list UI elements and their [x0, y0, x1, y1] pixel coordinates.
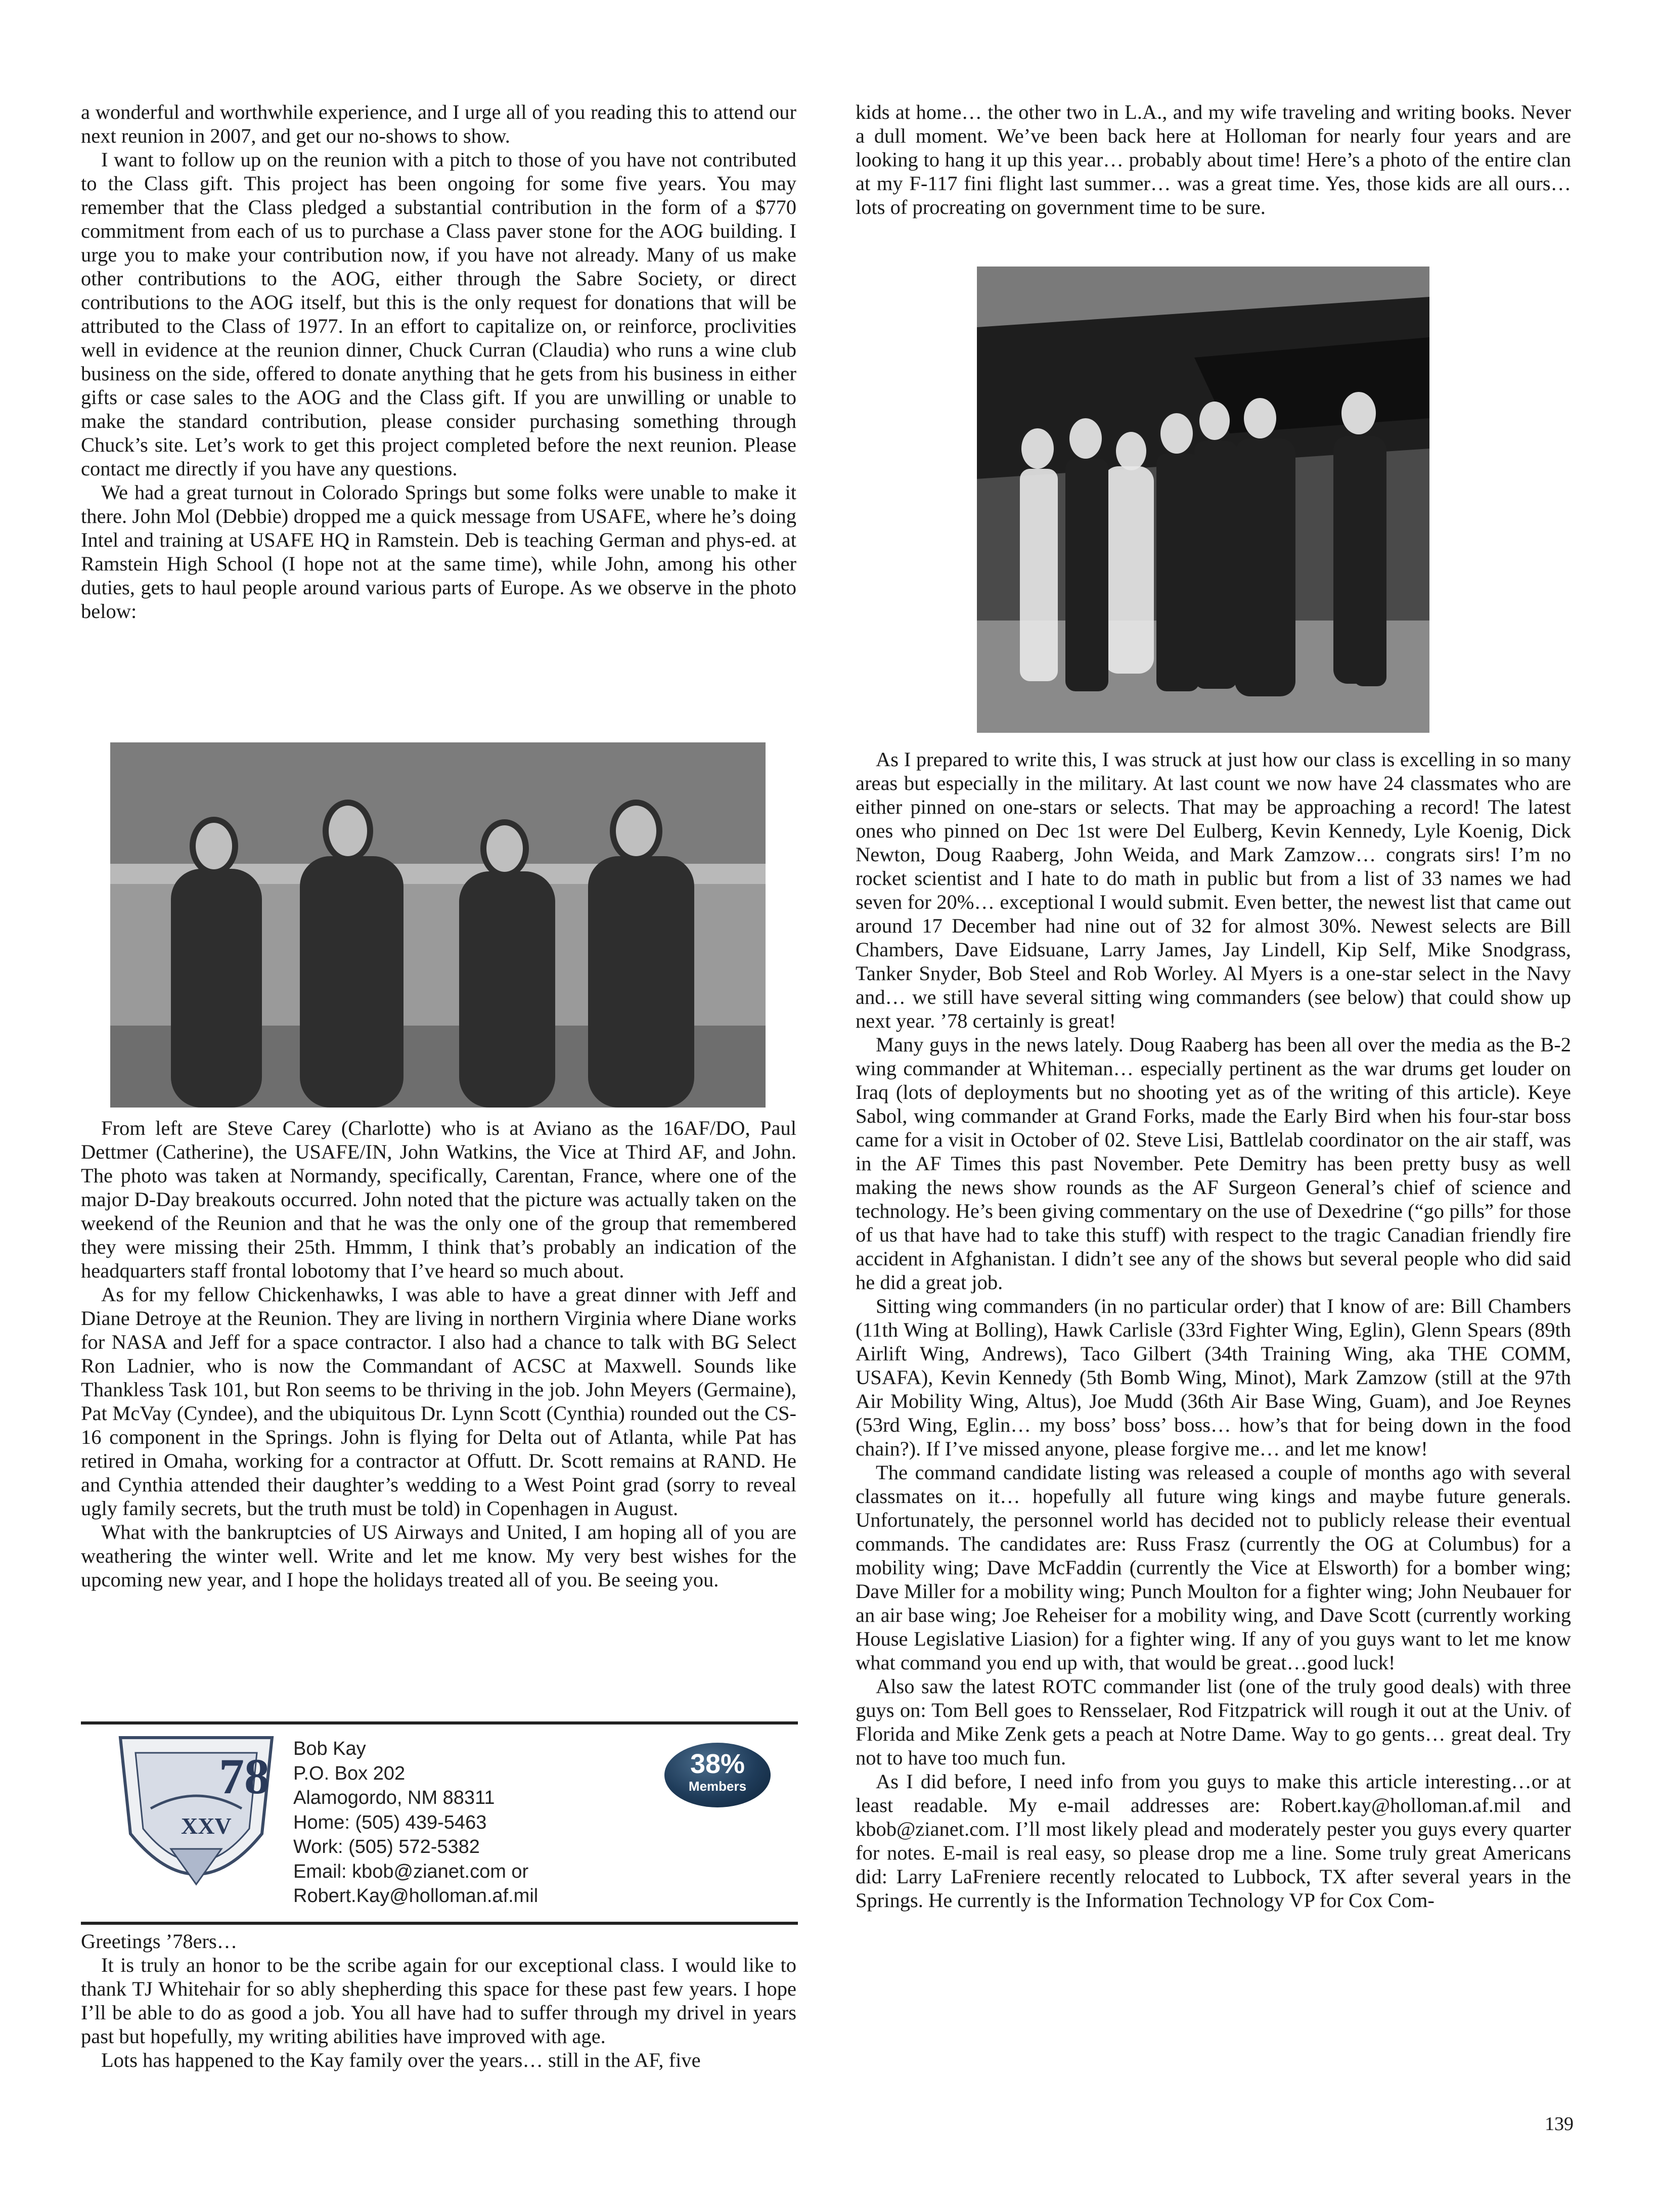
- paragraph: It is truly an honor to be the scribe again for our exceptional class. I would like to thank TJ Whitehair for so ably shepherding this space for these past few years. I hope I’ll be able to do as good a job. You all have had to suffer through my drivel in years past but hopefully, my writing abilities have improved with age.: [81, 1954, 796, 2048]
- paragraph: Greetings ’78ers…: [81, 1930, 238, 1953]
- contact-email1: Email: kbob@zianet.com or: [293, 1861, 529, 1882]
- members-percent: 38%: [690, 1749, 745, 1779]
- paragraph: The command candidate listing was released a couple of months ago with several classmates on it… hopefully all future wing kings and maybe future generals. Unfortunately, the personnel world has decided not to publicly release their eventual commands. The candidates are: Russ Frasz (currently the OG at Columbus) for a mobility wing; Dave McFaddin (currently the Vice at Elsworth) for a bomber wing; Dave Miller for a mobility wing; Punch Moulton for a fighter wing; John Neubauer for an air base wing; Joe Reheiser for a mobility wing, and Dave Scott (currently working House Legislative Liasion) for a fighter wing. If any of you guys want to let me know what command you end up with, that would be great…good luck!: [856, 1461, 1571, 1674]
- contact-address2: Alamogordo, NM 88311: [293, 1787, 495, 1808]
- paragraph: I want to follow up on the reunion with a pitch to those of you have not contributed to the Class gift. This project has been ongoing for some five years. You may remember that the Class pledged a substantial contribution in the form of a $770 commitment from each of us to purchase a Class paver stone for the AOG building. I urge you to make your contribution now, if you have not already. Many of us make other contributions to the AOG, either through the Sabre Society, or direct contributions to the AOG itself, but this is the only request for donations that will be attributed to the Class of 1977. In an effort to capitalize on, or reinforce, proclivities well in evidence at the reunion dinner, Chuck Curran (Claudia) who runs a wine club business on the side, offered to donate anything that he gets from his business in either gifts or case sales to the AOG and the Class gift. If you are unwilling or unable to make the standard contribution, please consider purchasing something through Chuck’s site. Let’s work to get this project completed before the next reunion. Please contact me directly if you have any questions.: [81, 148, 796, 480]
- contact-email2: Robert.Kay@holloman.af.mil: [293, 1885, 539, 1907]
- divider-top: [81, 1721, 798, 1724]
- photo-four-men-normandy: [110, 742, 766, 1108]
- left-column-mid: [81, 1116, 796, 1591]
- paragraph: kids at home… the other two in L.A., and my wife traveling and writing books. Never a dull moment. We’ve been back here at Holloman for nearly four years and are looking to hang it up this year… probably about time! Here’s a photo of the entire clan at my F-117 fini flight last summer… was a great time. Yes, those kids are all ours… lots of procreating on government time to be sure.: [856, 101, 1571, 218]
- left-column-top: [81, 100, 796, 623]
- contact-home: Home: (505) 439-5463: [293, 1811, 487, 1833]
- paragraph: a wonderful and worthwhile experience, and I urge all of you reading this to attend our next reunion in 2007, and get our no-shows to show.: [81, 101, 796, 147]
- paragraph: From left are Steve Carey (Charlotte) who is at Aviano as the 16AF/DO, Paul Dettmer (Catherine), the USAFE/IN, John Watkins, the Vice at Third AF, and John. The photo was taken at Normandy, specifically, Carentan, France, where one of the major D-Day breakouts occurred. John noted that the picture was actually taken on the weekend of the Reunion and that he was the only one of the group that remembered they were missing their 25th. Hmmm, I think that’s probably an indication of the headquarters staff frontal lobotomy that I’ve heard so much about.: [81, 1117, 796, 1282]
- divider-bottom: [81, 1922, 798, 1925]
- right-column-bottom: [856, 747, 1571, 1912]
- paragraph: We had a great turnout in Colorado Springs but some folks were unable to make it there. John Mol (Debbie) dropped me a quick message from USAFE, where he’s doing Intel and training at USAFE HQ in Ramstein. Deb is teaching German and phys-ed. at Ramstein High School (I hope not at the same time), while John, among his other duties, gets to haul people around various parts of Europe. As we observe in the photo below:: [81, 481, 796, 623]
- paragraph: As I prepared to write this, I was struck at just how our class is excelling in so many areas but especially in the military. At last count we now have 24 classmates who are either pinned on one-stars or selects. That may be approaching a record! The latest ones who pinned on Dec 1st were Del Eulberg, Kevin Kennedy, Lyle Koenig, Dick Newton, Doug Raaberg, John Weida, and Mark Zamzow… congrats sirs! I’m no rocket scientist and I hate to do math in public but from a list of 33 names we had seven for 20%… exceptional I would submit. Even better, the newest list that came out around 17 December had nine out of 32 for almost 30%. Newest selects are Bill Chambers, Dave Eidsuane, Larry James, Jay Lindell, Kip Self, Mike Snodgrass, Tanker Snyder, Bob Steel and Rob Worley. Al Myers is a one-star select in the Navy and… we still have several sitting wing commanders (see below) that could show up next year. ’78 certainly is great!: [856, 748, 1571, 1032]
- page-number: 139: [1545, 2113, 1574, 2135]
- contact-info: [293, 1737, 538, 1909]
- paragraph: Sitting wing commanders (in no particular order) that I know of are: Bill Chambers (11th Wing at Bolling), Hawk Carlisle (33rd Fighter Wing, Eglin), Glenn Spears (89th Airlift Wing, Andrews), Taco Gilbert (34th Training Wing, aka THE COMM, USAFA), Kevin Kennedy (5th Bomb Wing, Minot), Mark Zamzow (still at the 97th Air Mobility Wing, Altus), Joe Mudd (36th Air Base Wing, Guam), and Joe Reynes (53rd Wing, Eglin… my boss’ boss’ boss… how’s that for being down in the food chain?). If I’ve missed anyone, please forgive me… and let me know!: [856, 1295, 1571, 1460]
- paragraph: What with the bankruptcies of US Airways and United, I am hoping all of you are weathering the winter well. Write and let me know. My very best wishes for the upcoming new year, and I hope the holidays treated all of you. Be seeing you.: [81, 1521, 796, 1591]
- contact-name: Bob Kay: [293, 1738, 366, 1759]
- contact-work: Work: (505) 572-5382: [293, 1836, 480, 1857]
- members-label: Members: [688, 1779, 747, 1794]
- paragraph: As I did before, I need info from you guys to make this article interesting…or at least readable. My e-mail addresses are: Robert.kay@holloman.af.mil and kbob@zianet.com. I’ll most likely plead and moderately pester you guys every quarter for notes. E-mail is real easy, so please drop me a line. Some truly great Americans did: Larry LaFreniere recently relocated to Lubbock, TX after several years in the Springs. He currently is the Information Technology VP for Cox Com-: [856, 1770, 1571, 1912]
- left-column-bottom: [81, 1929, 796, 2072]
- paragraph: As for my fellow Chickenhawks, I was able to have a great dinner with Jeff and Diane Detroye at the Reunion. They are living in northern Virginia where Diane works for NASA and Jeff for a space contractor. I also had a chance to talk with BG Select Ron Ladnier, who is now the Commandant of ACSC at Maxwell. Sounds like Thankless Task 101, but Ron seems to be thriving in the job. John Meyers (Germaine), Pat McVay (Cyndee), and the ubiquitous Dr. Lynn Scott (Cynthia) rounded out the CS-16 component in the Springs. John is flying for Delta out of Atlanta, while Pat has retired in Omaha, working for a contractor at Offutt. Dr. Scott remains at RAND. He and Cynthia attended their daughter’s wedding to a West Point grad (sorry to reveal ugly family secrets, but the truth must be told) in Copenhagen in August.: [81, 1283, 796, 1520]
- crest-numeral: XXV: [181, 1813, 232, 1839]
- class-crest-logo: [115, 1733, 277, 1918]
- members-badge: [664, 1743, 771, 1807]
- contact-address1: P.O. Box 202: [293, 1762, 406, 1784]
- paragraph: Many guys in the news lately. Doug Raaberg has been all over the media as the B-2 wing commander at Whiteman… especially pertinent as the war drums get louder on Iraq (lots of deployments but no shooting yet as of the writing of this article). Keye Sabol, wing commander at Grand Forks, made the Early Bird when his four-star boss came for a visit in October of 02. Steve Lisi, Battlelab coordinator on the air staff, was in the AF Times this past November. Pete Demitry has been pretty busy as well making the news show rounds as the AF Surgeon General’s chief of science and technology. He’s been giving commentary on the use of Dexedrine (“go pills” for those of us that have had to take this stuff) with respect to the tragic Canadian friendly fire accident in Afghanistan. I didn’t see any of the shows but several people who did said he did a great job.: [856, 1033, 1571, 1294]
- paragraph: Lots has happened to the Kay family over the years… still in the AF, five: [101, 2049, 701, 2071]
- paragraph: Also saw the latest ROTC commander list (one of the truly good deals) with three guys on: Tom Bell goes to Rensselaer, Rod Fitzpatrick will rough it out at the Univ. of Florida and Mike Zenk gets a peach at Notre Dame. Way to go gents… great deal. Try not to have too much fun.: [856, 1675, 1571, 1769]
- right-column-top: [856, 100, 1571, 219]
- photo-kay-family-f117: [977, 267, 1429, 733]
- crest-year: 78: [219, 1748, 270, 1804]
